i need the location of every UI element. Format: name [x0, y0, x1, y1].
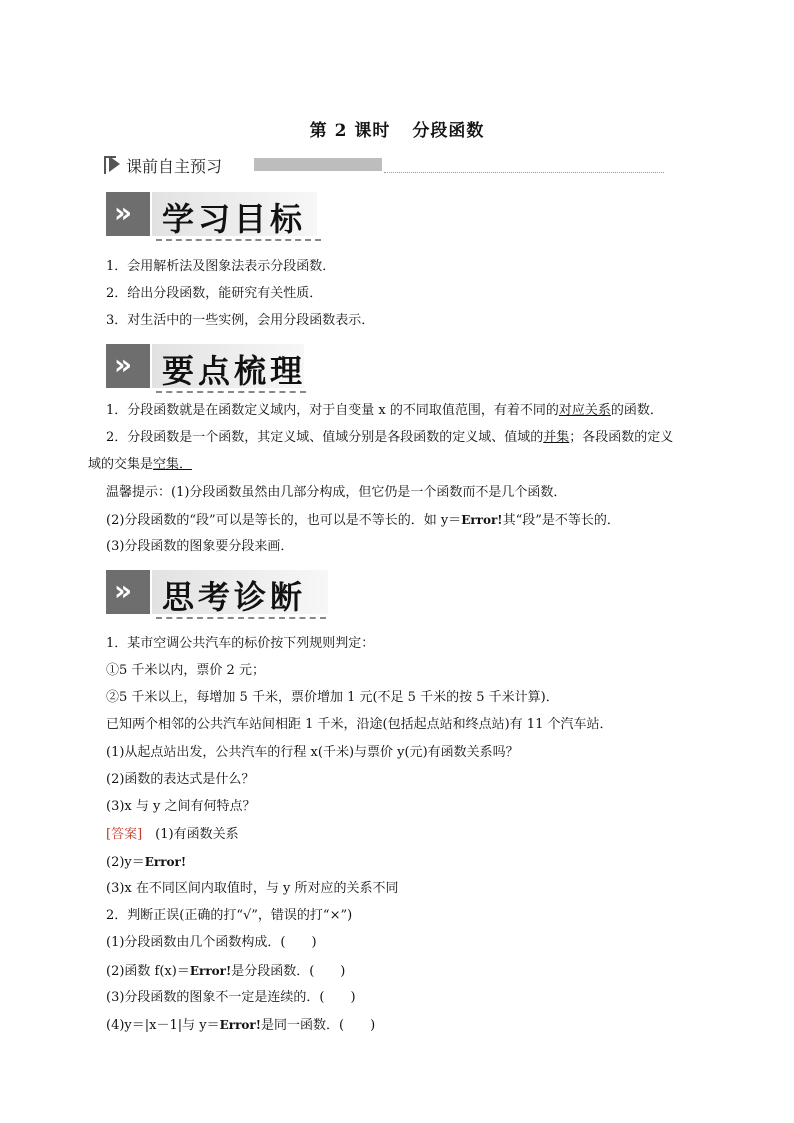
heading-text: 思考诊断 — [162, 578, 307, 616]
heading-learning-goals — [106, 192, 321, 238]
goal-item: 2．给出分段函数，能研究有关性质． — [106, 286, 323, 301]
heading-thinking — [106, 570, 332, 616]
chevron-box-icon: » — [106, 192, 150, 236]
answer-tag: [答案] — [106, 827, 143, 842]
answer-3: (3)x 在不同区间内取值时，与 y 所对应的关系不同 — [106, 881, 399, 896]
sub-question-2: (2)函数的表达式是什么？ — [106, 772, 255, 787]
tip-1: 温馨提示：(1)分段函数虽然由几部分构成，但它仍是一个函数而不是几个函数． — [106, 485, 567, 500]
point-1: 1．分段函数就是在函数定义域内，对于自变量 x 的不同取值范围，有着不同的对应关系的函数． — [106, 403, 663, 418]
judge-1: (1)分段函数由几个函数构成．( ) — [106, 935, 317, 950]
heading-key-points — [106, 344, 306, 390]
arrow-icon — [109, 156, 120, 172]
dashed-underline — [156, 239, 321, 241]
chevron-box-icon: » — [106, 344, 150, 388]
dashed-underline — [156, 617, 326, 619]
sub-question-1: (1)从起点站出发，公共汽车的行程 x(千米)与票价 y(元)有函数关系吗？ — [106, 745, 519, 760]
page-title: 第 2 课时 分段函数 — [309, 121, 485, 141]
tip-3: (3)分段函数的图象要分段来画． — [106, 539, 294, 554]
question-1: 1．某市空调公共汽车的标价按下列规则判定： — [106, 636, 375, 651]
point-2: 2．分段函数是一个函数，其定义域、值域分别是各段函数的定义域、值域的并集；各段函数的定义 — [106, 430, 674, 445]
tip-2: (2)分段函数的“段”可以是等长的，也可以是不等长的．如 y＝Error!其“段”是不等长的． — [106, 513, 620, 528]
chevron-box-icon: » — [106, 570, 150, 614]
judge-2: (2)函数 f(x)＝Error!是分段函数．( ) — [106, 964, 346, 979]
rule-1: ①5 千米以内，票价 2 元； — [106, 663, 265, 678]
heading-text: 要点梳理 — [162, 352, 307, 390]
section-bar-label: 课前自主预习 — [126, 157, 223, 176]
answer-1: [答案] (1)有函数关系 — [106, 827, 239, 842]
point-2-cont: 域的交集是空集． — [88, 457, 193, 472]
goal-item: 3．对生活中的一些实例，会用分段函数表示． — [106, 313, 375, 328]
answer-2: (2)y＝Error! — [106, 855, 187, 870]
dotted-rule — [384, 172, 664, 173]
question-2: 2．判断正误(正确的打“√”，错误的打“×”) — [106, 908, 353, 923]
heading-text: 学习目标 — [162, 200, 307, 238]
judge-3: (3)分段函数的图象不一定是连续的．( ) — [106, 990, 356, 1005]
section-bar-fill — [254, 158, 382, 171]
rule-3: 已知两个相邻的公共汽车站间相距 1 千米，沿途(包括起点站和终点站)有 11 个汽车站． — [106, 717, 613, 732]
rule-2: ②5 千米以上，每增加 5 千米，票价增加 1 元(不足 5 千米的按 5 千米计算)． — [106, 690, 559, 705]
section-bar-preview — [104, 152, 664, 176]
dashed-underline — [156, 391, 306, 393]
judge-4: (4)y＝|x－1|与 y＝Error!是同一函数．( ) — [106, 1018, 376, 1033]
goal-item: 1．会用解析法及图象法表示分段函数． — [106, 259, 336, 274]
sub-question-3: (3)x 与 y 之间有何特点？ — [106, 799, 256, 814]
